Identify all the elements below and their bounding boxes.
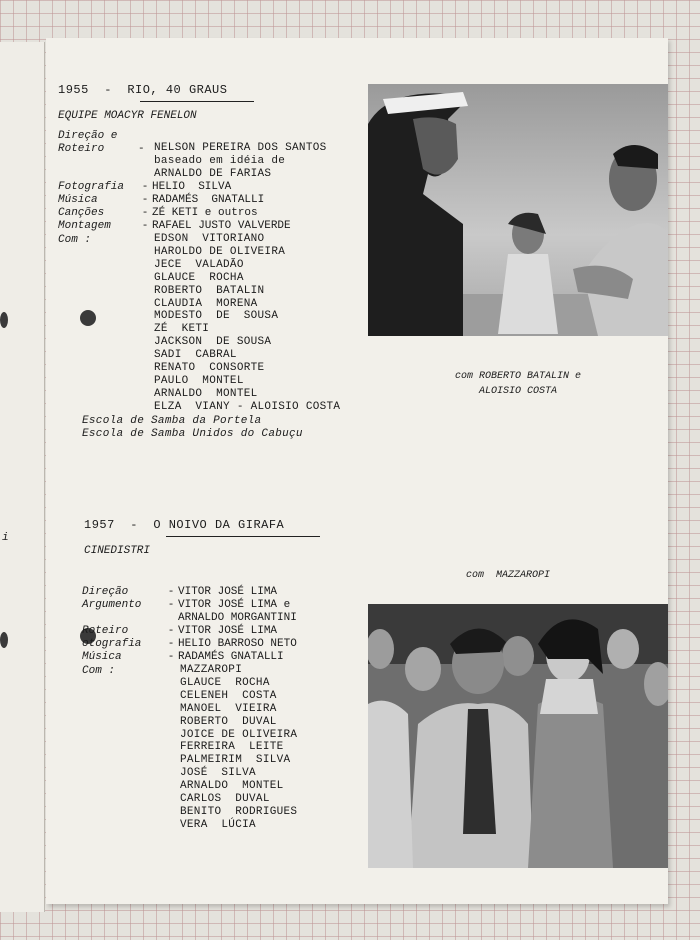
credit-value: HELIO BARROSO NETO xyxy=(178,638,297,650)
credit-role xyxy=(82,612,164,625)
cast-member: MODESTO DE SOUSA xyxy=(154,310,279,323)
cast-member: CLAUDIA MORENA xyxy=(154,297,258,310)
cast-member: MAZZAROPI xyxy=(180,664,243,676)
cast-member: ROBERTO DUVAL xyxy=(180,715,277,728)
film2-credit-row xyxy=(82,651,297,664)
cast-member: PAULO MONTEL xyxy=(154,374,244,387)
cast-member: JECE VALADÃO xyxy=(154,258,244,271)
credit-role: Canções xyxy=(58,207,105,219)
film2-cast-label: Com : xyxy=(82,665,116,677)
film1-direcao-line: baseado em idéia de xyxy=(154,154,286,167)
film2-cast-list xyxy=(180,664,297,832)
film2-credit-row xyxy=(82,586,297,599)
film1-still-image xyxy=(368,84,668,336)
film2-still-image xyxy=(368,604,668,868)
film1-still-photo xyxy=(368,84,668,336)
cast-member: MANOEL VIEIRA xyxy=(180,702,277,715)
credit-value: ZÉ KETI e outros xyxy=(152,207,258,219)
credit-role: Montagem xyxy=(58,220,111,232)
film2-title: O NOIVO DA GIRAFA xyxy=(153,518,285,532)
film1-company: EQUIPE MOACYR FENELON xyxy=(58,110,197,122)
film2-photo-caption: com MAZZAROPI xyxy=(465,570,550,581)
film2-credit-row xyxy=(82,612,297,625)
credit-value: RADAMÉS GNATALLI xyxy=(178,651,284,663)
cast-member: GLAUCE ROCHA xyxy=(180,676,270,689)
cast-member: ARNALDO MONTEL xyxy=(154,387,258,400)
film1-roteiro-role: Roteiro xyxy=(58,143,105,155)
cast-member: PALMEIRIM SILVA xyxy=(180,754,291,767)
credit-dash: - xyxy=(167,586,175,598)
film1-dash: - xyxy=(104,83,112,97)
film1-credit-row xyxy=(58,194,291,207)
cast-member: ELZA VIANY - ALOISIO COSTA xyxy=(154,400,341,413)
credit-value: VITOR JOSÉ LIMA xyxy=(178,586,278,598)
credit-dash: - xyxy=(167,638,175,650)
credit-role: Música xyxy=(58,194,98,206)
film2-credit-row xyxy=(82,599,297,612)
film1-direcao-values xyxy=(154,142,327,181)
credit-dash: - xyxy=(167,599,175,611)
film2-still-photo xyxy=(368,604,668,868)
cast-member: EDSON VITORIANO xyxy=(154,233,265,245)
credit-value: HELIO SILVA xyxy=(152,181,232,193)
credit-dash: - xyxy=(141,194,149,206)
film1-photo-caption xyxy=(368,369,668,399)
credit-role: Música xyxy=(82,651,122,663)
film2-credits xyxy=(82,586,297,664)
film2-heading xyxy=(84,519,284,532)
cast-member: JACKSON DE SOUSA xyxy=(154,336,272,349)
film1-year: 1955 xyxy=(58,83,89,97)
film1-title-underline xyxy=(140,101,254,102)
credit-value: RADAMÉS GNATALLI xyxy=(152,194,265,206)
credit-value: VITOR JOSÉ LIMA xyxy=(178,625,278,637)
film2-dash: - xyxy=(130,518,138,532)
punch-hole xyxy=(0,632,8,648)
booklet-page xyxy=(46,38,668,904)
cast-member: BENITO RODRIGUES xyxy=(180,805,298,818)
film2-credit-row xyxy=(82,638,297,651)
left-page-text-fragment: i xyxy=(2,532,9,544)
film1-extra-line: Escola de Samba Unidos do Cabuçu xyxy=(82,427,303,440)
credit-dash: - xyxy=(167,651,175,663)
cast-member: RENATO CONSORTE xyxy=(154,362,265,375)
film2-company: CINEDISTRI xyxy=(84,545,151,557)
film2-year: 1957 xyxy=(84,518,115,532)
credit-role: Roteiro xyxy=(82,625,129,637)
film1-direcao-line: ARNALDO DE FARIAS xyxy=(154,167,272,180)
cast-member: ROBERTO BATALIN xyxy=(154,284,265,297)
credit-dash: - xyxy=(141,207,149,219)
cast-member: HAROLDO DE OLIVEIRA xyxy=(154,245,286,258)
film1-extras xyxy=(82,415,303,441)
cast-member: JOSÉ SILVA xyxy=(180,767,256,780)
film1-direcao-line: NELSON PEREIRA DOS SANTOS xyxy=(154,142,327,154)
film1-cast-list xyxy=(154,233,340,414)
cast-member: SADI CABRAL xyxy=(154,349,237,362)
cast-member: FERREIRA LEITE xyxy=(180,741,284,754)
credit-role: Argumento xyxy=(82,599,142,611)
film1-direcao-role: Direção e xyxy=(58,130,118,142)
film1-title: RIO, 40 GRAUS xyxy=(127,83,228,97)
cast-member: ARNALDO MONTEL xyxy=(180,780,284,793)
credit-dash xyxy=(164,612,178,625)
left-page-edge xyxy=(0,42,45,912)
cast-member: GLAUCE ROCHA xyxy=(154,271,244,284)
film2-credit-row xyxy=(82,625,297,638)
credit-role: Fotografia xyxy=(58,181,125,193)
credit-value: RAFAEL JUSTO VALVERDE xyxy=(152,220,291,232)
cast-member: ZÉ KETI xyxy=(154,323,210,336)
film1-credit-row xyxy=(58,181,291,194)
credit-role: Direção xyxy=(82,586,129,598)
punch-hole xyxy=(80,310,96,326)
cast-member: JOICE DE OLIVEIRA xyxy=(180,728,298,741)
credit-value: ARNALDO MORGANTINI xyxy=(178,612,297,624)
caption-line: com ROBERTO BATALIN e xyxy=(454,371,582,382)
cast-member: CARLOS DUVAL xyxy=(180,793,270,806)
caption-line: ALOISIO COSTA xyxy=(478,386,557,397)
film1-credits xyxy=(58,181,291,233)
cast-member: CELENEH COSTA xyxy=(180,689,277,702)
film2-title-underline xyxy=(166,536,320,537)
credit-dash: - xyxy=(141,220,149,232)
cast-member: VERA LÚCIA xyxy=(180,818,256,831)
credit-dash: - xyxy=(141,181,149,193)
film1-cast-label: Com : xyxy=(58,234,92,246)
film1-extra-line: Escola de Samba da Portela xyxy=(82,415,262,427)
film1-heading xyxy=(58,84,227,97)
credit-value: VITOR JOSÉ LIMA e xyxy=(178,599,291,611)
credit-dash: - xyxy=(167,625,175,637)
punch-hole xyxy=(0,312,8,328)
film1-credit-row xyxy=(58,207,291,220)
film1-credit-row xyxy=(58,220,291,233)
film1-direcao-dash: - xyxy=(138,143,145,155)
credit-role: otografia xyxy=(82,638,142,650)
